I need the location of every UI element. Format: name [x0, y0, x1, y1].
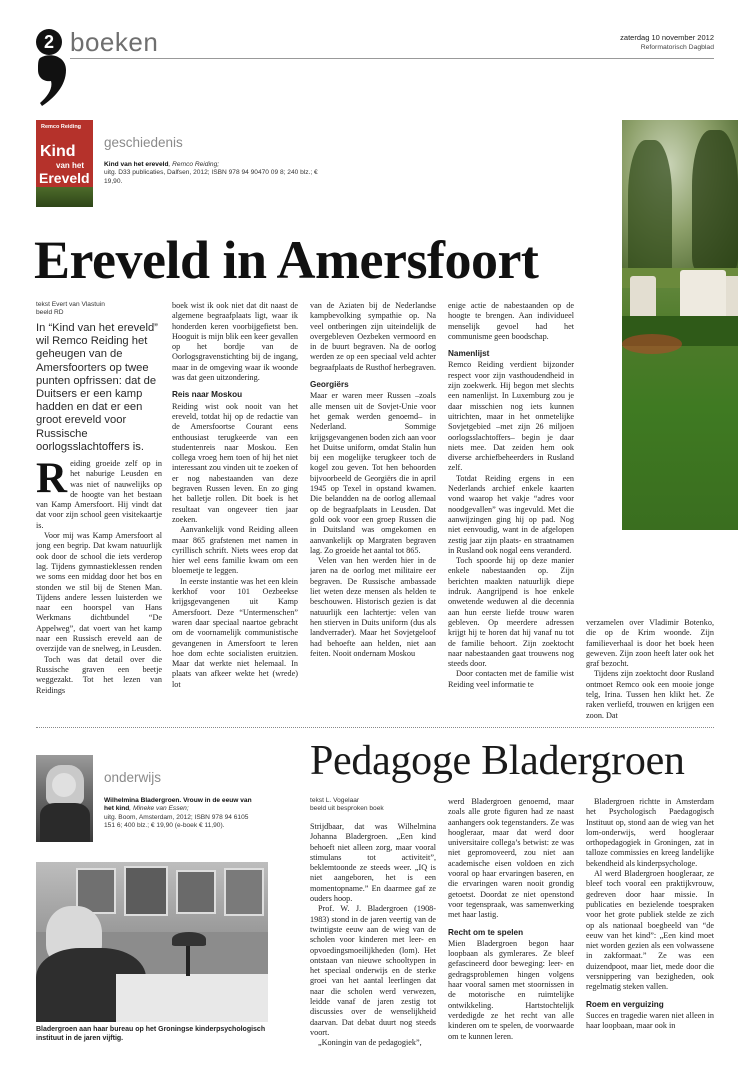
intro-article1: In “Kind van het ereveld” wil Remco Reiding het geheugen van de Amersfoorters op twee punten opfrissen: dat de Duitsers er een kamp hadden en dat er een groot ereveld voor Russische oorlogsslachtoffers is.	[36, 322, 158, 453]
photo-caption: Bladergroen aan haar bureau op het Groningse kinderpsychologisch instituut in de jaren vijftig.	[36, 1026, 266, 1042]
paragraph: boek wist ik ook niet dat dit naast de algemene begraafplaats ligt, waar ik honderden keren voorbijgefietst ben. Hooguit is mijn blik een keer gevallen op het bordje van de Oorlogsgravenstichting bij de ingang, maar in de omgeving waar ik woonde was dat geen uitzondering.	[172, 301, 298, 383]
byline-article1	[36, 301, 156, 317]
paragraph: Toch was dat detail over die Russische graven een beetje weggezakt. Tot het lezen van Reidings	[36, 654, 162, 695]
paragraph: Succes en tragedie waren niet alleen in haar loopbaan, maar ook in	[586, 1010, 714, 1031]
paragraph: Prof. W. J. Bladergroen (1908-1983) stond in de jaren veertig van de twintigste eeuw aan de wieg van de scholen voor kinderen met leer- en opvoedingsmoeilijkheden (lom). Het ontstaan van nieuwe schooltypen in het speciaal onderwijs en de sterke groei van het aantal leerlingen dat naar die scholen werd verwezen, leidde vanaf de jaren zestig tot discussies over de wenselijkheid daarvan. Dat debat duurt nog steeds voort.	[310, 904, 436, 1037]
book-author: , Remco Reiding;	[168, 161, 220, 168]
paragraph: Mien Bladergroen begon haar loopbaan als gymlerares. Ze bleef gefascineerd door beweging: leer- en gedragsproblemen hingen volgens haar vooral samen met stoornissen in de motorische en ruimtelijke ontwikkeling. Hartstochtelijk verdedigde ze het recht van alle kinderen om te spelen, de voorwaarde om te kunnen leren.	[448, 938, 574, 1041]
subheading: Reis naar Moskou	[172, 390, 243, 400]
paragraph: Tijdens zijn zoektocht door Rusland ontmoet Remco ook een mooie jonge telg, Irina. Tussen hen klikt het. Ze raken verliefd, trouwen en krijgen een zoon. Dat	[586, 669, 714, 720]
subheading: Namenlijst	[448, 349, 490, 359]
cover-title-3: Ereveld	[39, 170, 90, 186]
paragraph: enige actie de nabestaanden op de hoogte te brengen. Aan individueel menselijk gevoel had het communisme geen boodschap.	[448, 301, 574, 341]
comma-mark-icon	[36, 54, 70, 108]
cover-title-2: van het	[56, 161, 85, 170]
book-title: Kind van het ereveld	[104, 161, 169, 168]
paragraph: Voor mij was Kamp Amersfoort al jong een begrip. Dat kwam natuurlijk ook door de school die iets verderop lag. Tijdens gymnastieklessen renden we soms een middag door het bos en stonden we stil bij de Stenen Man. Tijdens andere lessen luisterden we naar een hoorspel van Hans Werkmans dichtbundel “De Appelweg”, dat voert van het kamp naar een Russisch ereveld aan de overzijde van de snelweg, in Leusden.	[36, 531, 162, 654]
dropcap: R	[36, 459, 68, 502]
paragraph: verzamelen over Vladimir Botenko, die op de Krim woonde. Zijn familieverhaal is door het boek heen geweven. Zijn zoon heeft later ook het graf bezocht.	[586, 618, 714, 669]
publication-name: Reformatorisch Dagblad	[640, 44, 714, 51]
byline-photo: beeld uit besproken boek	[310, 805, 384, 812]
paragraph: Remco Reiding verdient bijzonder respect voor zijn vasthoudendheid in zijn zoekwerk. Hij begon met slechts een namenlijst. In Luxemburg zou je daar misschien nog iets kunnen uitrichten, maar in het onmetelijke Sovjetgebied –met zijn 26 miljoen oorlogsslachtoffers– begin je daar niets mee. Dat zeiden hem ook diverse archiefbeheerders in Rusland zelf.	[448, 360, 574, 473]
portrait-photo-small	[36, 755, 93, 842]
subheading: Roem en verguizing	[586, 999, 664, 1009]
paragraph: van de Aziaten bij de Nederlandse kampbevolking sympathie op. Na veel ontberingen zijn uiteindelijk de overgebleven Oezbeken vermoord en in de buurt begraven. Na de oorlog werden ze op een speciaal veld achter begraafplaats de Rusthof herbegraven.	[310, 301, 436, 372]
paragraph: Aanvankelijk vond Reiding alleen maar 865 grafstenen met namen in cyrillisch schrift. Niets wees erop dat hier wel eens familie kwam om een bloemetje te leggen.	[172, 525, 298, 576]
article2-column-1	[310, 822, 436, 1048]
article1-column-4	[448, 301, 574, 721]
article1-column-1	[36, 459, 162, 721]
category-label-geschiedenis: geschiedenis	[104, 135, 183, 150]
subheading: Georgiërs	[310, 380, 349, 390]
headline-bladergroen: Pedagoge Bladergroen	[310, 738, 685, 784]
paragraph: „Koningin van de pedagogiek”,	[318, 1038, 422, 1048]
book-info-ereveld	[104, 161, 334, 186]
cover-photo	[36, 187, 93, 207]
article2-column-2	[448, 797, 574, 1048]
paragraph: Toch spoorde hij op deze manier enkele nabestaanden op. Zijn berichten maakten natuurlijk diepe indruk. Aangrijpend is hoe enkele onwetende weduwen al die decennia aan hun eerste liefde trouw waren gebleven. Op meerdere adressen krijgt hij te horen dat hij vanaf nu tot de familie behoort. Zijn zoektocht naar nabestaanden gaat trouwens nog steeds door.	[448, 556, 574, 669]
paragraph: Totdat Reiding ergens in een Nederlands archief enkele kaarten vond waarop het vakje “adres voor noodgevallen” was ingevuld. Met die aanwijzingen ging hij op pad. Nog niet eenvoudig, want in de afgelopen zestig jaar zijn plaats- en straatnamen in Rusland ook nogal eens veranderd.	[448, 473, 574, 555]
header-rule	[70, 58, 714, 59]
paragraph: Al werd Bladergroen hoogleraar, ze bleef toch vooral een praktijkvrouw, gedreven door haar missie. In publicaties en bezielende toespraken voor het grote publiek stelde ze zich op als nationaal boegbeeld van “de eeuw van het kind”: „Een kind moet niet worden gezien als een volwassene in zakformaat.” Ze was een duizendpoot, maar liet, mede door die versnippering van bezigheden, ook regelmatig steken vallen.	[586, 869, 714, 992]
book-details: uitg. Boom, Amsterdam, 2012; ISBN 978 94 6105 151 6; 400 blz.; € 19,90 (e-boek € 11,90).	[104, 813, 249, 830]
paragraph: Velen van hen werden hier in de jaren na de oorlog met militaire eer begraven. De Russische ambassade liet weten deze mensen als helden te beschouwen. Historisch gezien is dat natuurlijk een lachtertje: velen van hen stierven in Duits uniform (dus als landverrader). Maar het Sovjetgeloof had behoefte aan helden, niet aan feiten. Nooit ondernam Moskou	[310, 556, 436, 658]
paragraph: Door contacten met de familie wist Reiding veel informatie te	[448, 669, 574, 689]
byline-text: tekst Evert van Vlastuin	[36, 301, 105, 308]
book-author: , Mineke van Essen;	[129, 805, 189, 813]
book-cover-kind-van-het-ereveld	[36, 120, 93, 207]
headline-ereveld: Ereveld in Amersfoort	[34, 230, 539, 290]
paragraph: In eerste instantie was het een klein kerkhof voor 101 Oezbeekse krijgsgevangenen uit Kamp Amersfoort. Deze “Untermenschen” waren daar speciaal naartoe gebracht om de voornamelijk communistische gevangenen in Amersfoort te leren hoe dom echte socialisten eruitzien. Maar dat werkte niet helemaal. In plaats van afkeer wekte het (wrede) lot	[172, 576, 298, 689]
issue-date: zaterdag 10 november 2012	[620, 33, 714, 42]
paragraph: Reiding wist ook nooit van het ereveld, totdat hij op de redactie van de Amersfoortse Courant eens enthousiast terugkeerde van een studentenreis naar Moskou. Een collega vroeg hem toen of hij het niet interessant zou vinden uit te zoeken of er nog nabestaanden van deze begraven Russen leven. En zo ging het balletje rollen. Dit boek is het resultaat van ongeveer tien jaar zoeken.	[172, 401, 298, 524]
book-title: Wilhelmina Bladergroen. Vrouw in de eeuw van het kind	[104, 797, 252, 813]
byline-text: tekst L. Vogelaar	[310, 797, 360, 804]
article1-column-5	[586, 618, 714, 722]
paragraph: Maar er waren meer Russen –zoals alle mensen uit de Sovjet-Unie voor het gemak werden genoemd– in Nederland. Sommige krijgsgevangenen boden zich aan voor het Duitse uniform, omdat Stalin hun bij een mogelijke terugkeer toch de kogel zou geven. Tot hen behoorden bijvoorbeeld de Georgiërs die in april 1945 op Texel in opstand kwamen. Die belandden na de oorlog allemaal op de begraafplaats in Leusden. Dat gold ook voor een groep Russen die in Duitsland was omgekomen en aanvankelijk op Margraten begraven lag. Zo groeide het aantal tot 865.	[310, 391, 436, 555]
cover-author: Remco Reiding	[41, 124, 82, 130]
paragraph: Strijdbaar, dat was Wilhelmina Johanna Bladergroen. „Een kind behoeft niet alleen zorg, maar vooral stimulans tot activiteit”, beklemtoonde ze steeds weer. „IQ is niet aangeboren, het is een momentopname.” En daarmee gaf ze ouders hoop.	[310, 822, 436, 904]
cover-title-1: Kind	[40, 143, 76, 160]
article2-column-3	[586, 797, 714, 1048]
section-title: boeken	[70, 27, 159, 57]
paragraph: eiding groeide zelf op in het naburige Leusden en was niet of nauwelijks op de hoogte van het bestaan van Kamp Amersfoort. Hij vindt dat dat voor zijn school geen visitekaartje is.	[36, 459, 162, 530]
bladergroen-desk-photo	[36, 862, 268, 1022]
paragraph: Bladergroen richtte in Amsterdam het Psychologisch Paedagogisch Instituut op, stond aan de wieg van het lom-onderwijs, werd hoogleraar orthopedagogiek in Groningen, zat in talloze commissies en kreeg landelijke bekendheid als kinderpsychologe.	[586, 797, 714, 868]
page-number: 2	[43, 32, 54, 52]
byline-photo: beeld RD	[36, 309, 64, 316]
paragraph: werd Bladergroen genoemd, maar zoals alle grote figuren had ze naast aanhangers ook tegenstanders. Ze was hoogleraar, maar dat werd door universitaire collega’s betwist: ze was niet gepromoveerd, zou niet aan academische eisen voldoen en zich vooral op haar ervaringen baseren, en die ervaringen waren nooit grondig getoetst. Doordat ze niet openstond voor tegenspraak, was samenwerking met haar lastig.	[448, 797, 574, 920]
subheading: Recht om te spelen	[448, 927, 524, 937]
cemetery-photo	[622, 120, 738, 530]
article-separator	[36, 727, 714, 728]
byline-article2	[310, 797, 436, 813]
article1-column-3	[310, 301, 436, 721]
book-info-bladergroen	[104, 797, 260, 831]
category-label-onderwijs: onderwijs	[104, 770, 162, 785]
article1-column-2	[172, 301, 298, 721]
book-details: uitg. D33 publicaties, Dalfsen, 2012; ISBN 978 94 90470 09 8; 240 blz.; € 19,90.	[104, 169, 318, 185]
